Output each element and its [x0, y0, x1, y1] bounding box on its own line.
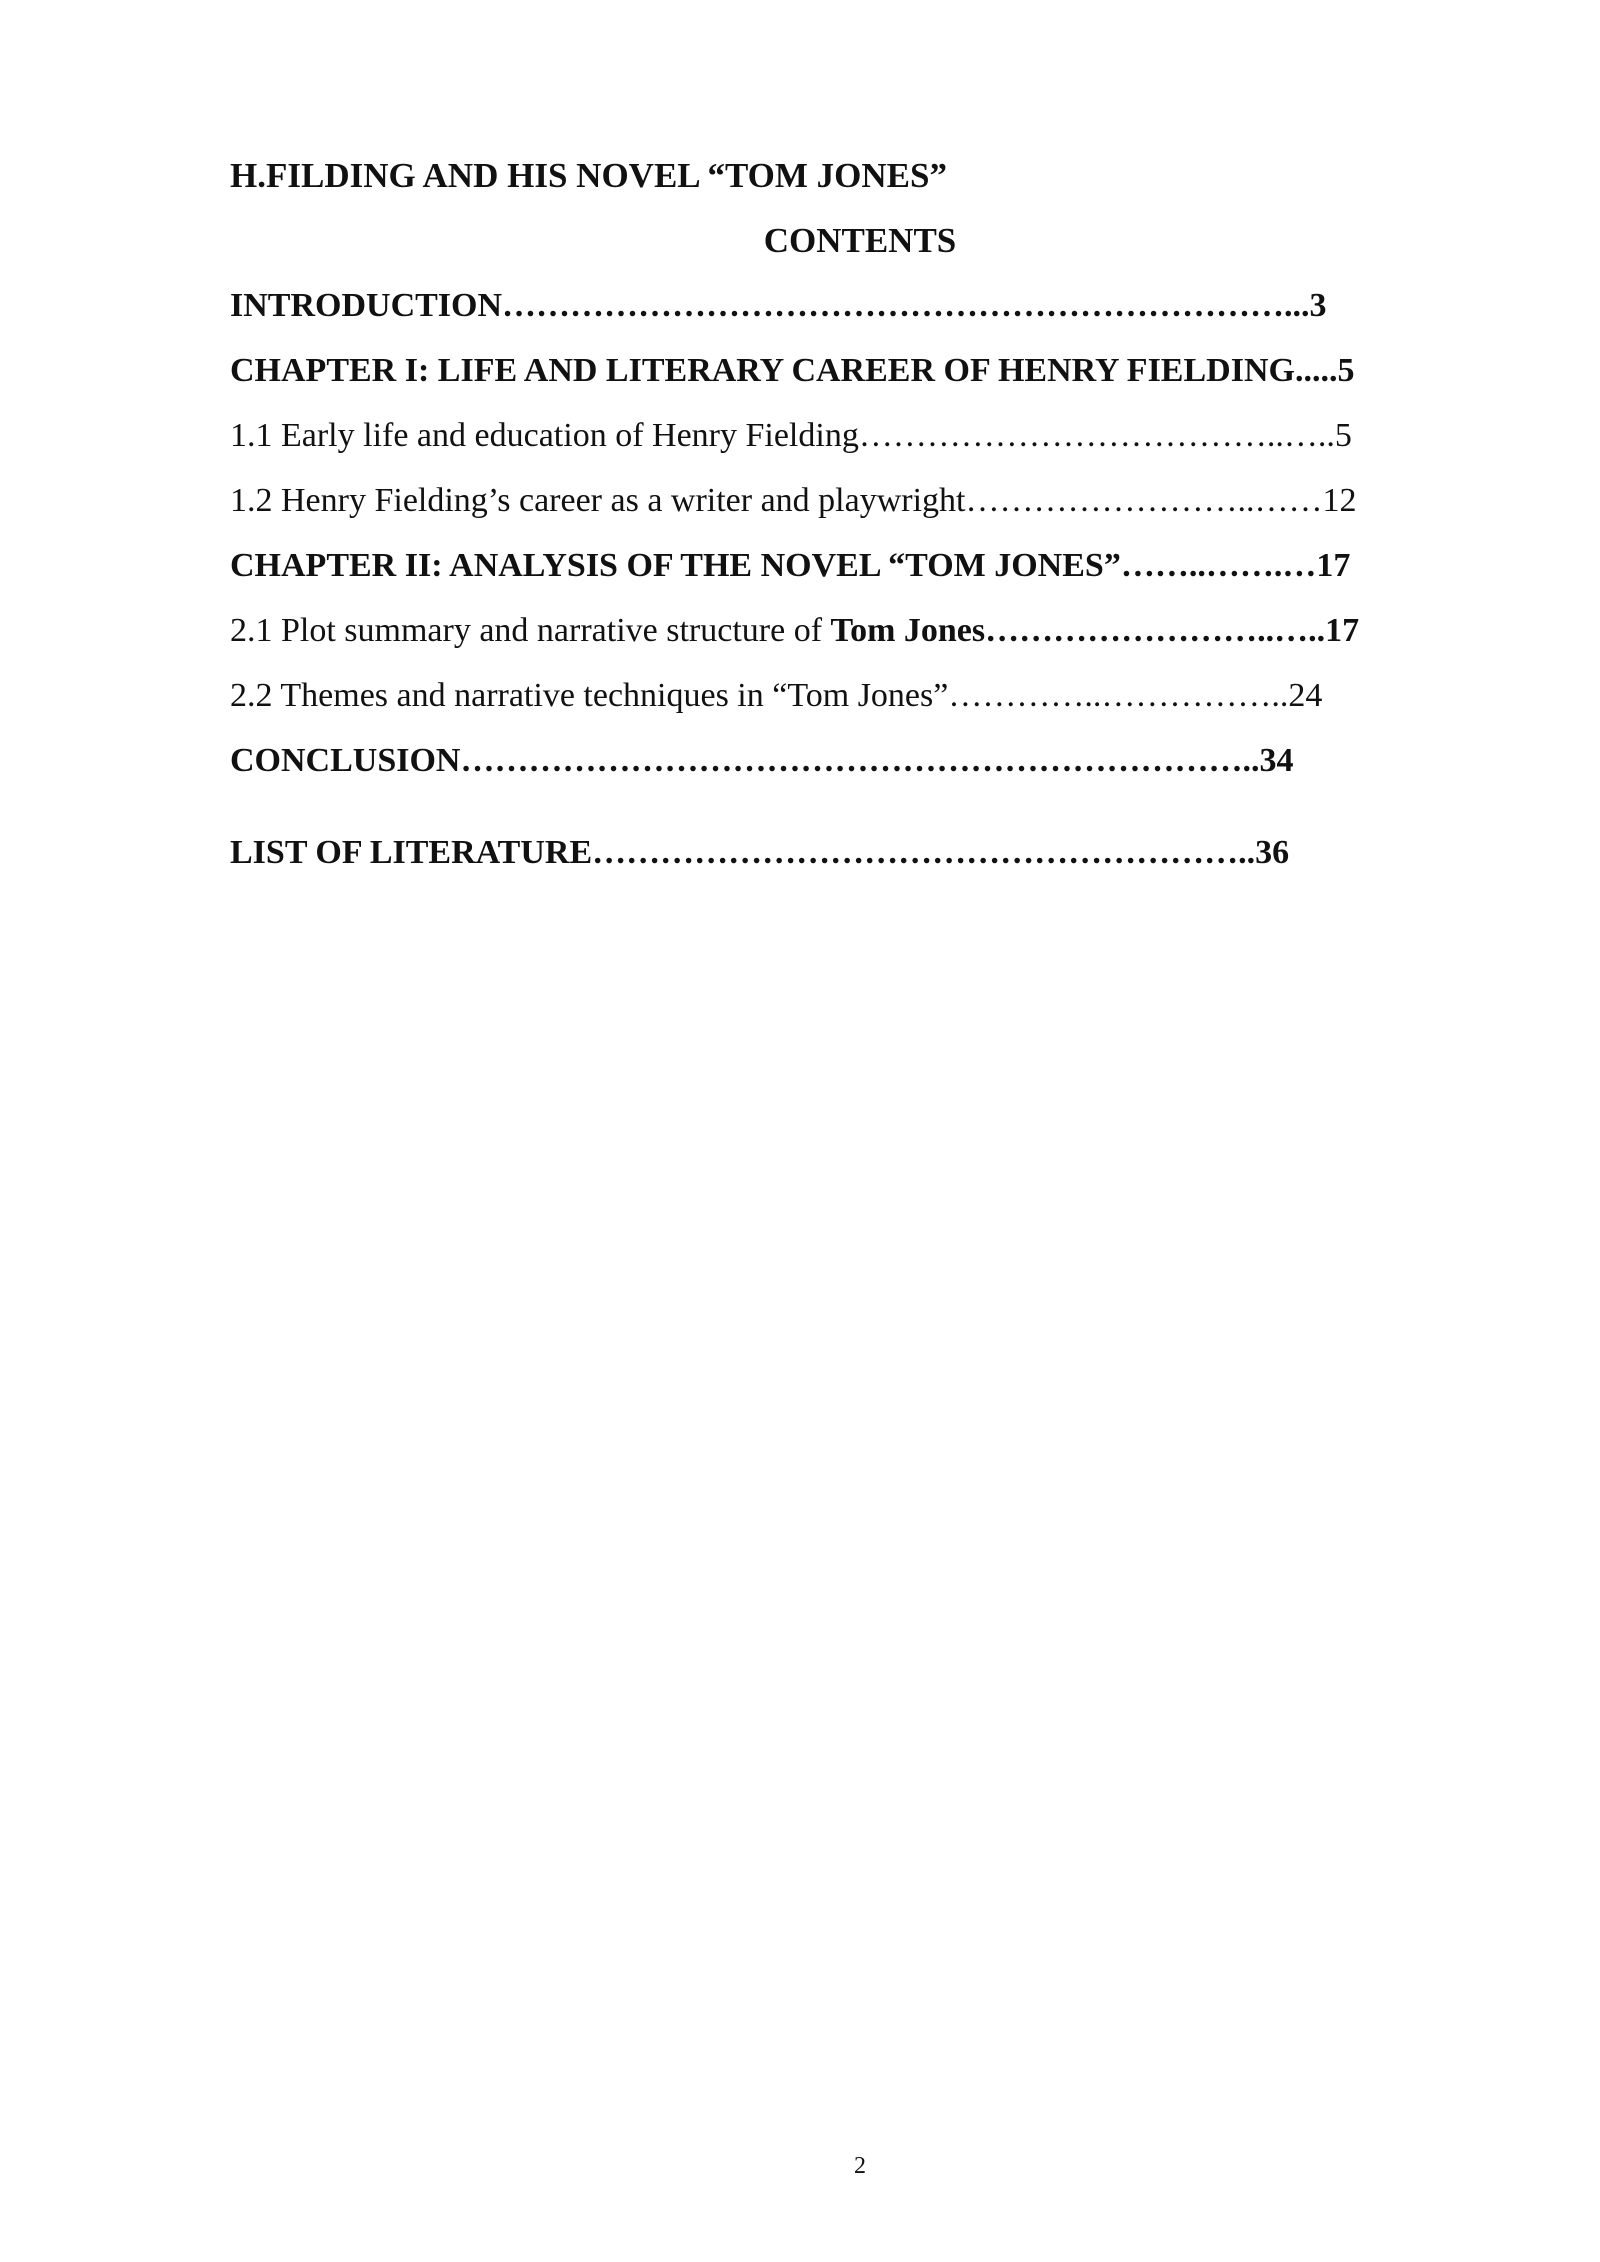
toc-entry-list-of-literature[interactable]: LIST OF LITERATURE…………………………………………………..36 [230, 834, 1290, 871]
contents-heading: CONTENTS [763, 221, 957, 260]
toc-entry-section-2-2[interactable]: 2.2 Themes and narrative techniques in “Tom Jones”…………..……………..24 [230, 677, 1323, 714]
toc-entry-section-2-1-text: 2.1 Plot summary and narrative structure of [230, 612, 831, 649]
toc-entry-section-2-1[interactable] [230, 607, 1490, 655]
toc-entry-chapter-1[interactable]: CHAPTER I: LIFE AND LITERARY CAREER OF HENRY FIELDING.....5 [230, 352, 1355, 389]
toc-entry-chapter-2[interactable]: CHAPTER II: ANALYSIS OF THE NOVEL “TOM JONES”……..…….…17 [230, 547, 1351, 584]
toc-entry-section-1-2[interactable]: 1.2 Henry Fielding’s career as a writer and playwright……………………..……12 [230, 482, 1357, 519]
toc-entry-introduction[interactable]: INTRODUCTION……………………………………………………………...3 [230, 287, 1327, 324]
document-title: H.FILDING AND HIS NOVEL “TOM JONES” [230, 156, 947, 195]
page-number: 2 [854, 2153, 866, 2179]
toc-entry-conclusion[interactable]: CONCLUSION……………………………………………………………..34 [230, 742, 1294, 779]
toc-entry-section-1-1[interactable]: 1.1 Early life and education of Henry Fielding………………………………..…..5 [230, 417, 1352, 454]
toc-entry-section-2-1-bold-title: Tom Jones……………………..…..17 [830, 612, 1360, 649]
